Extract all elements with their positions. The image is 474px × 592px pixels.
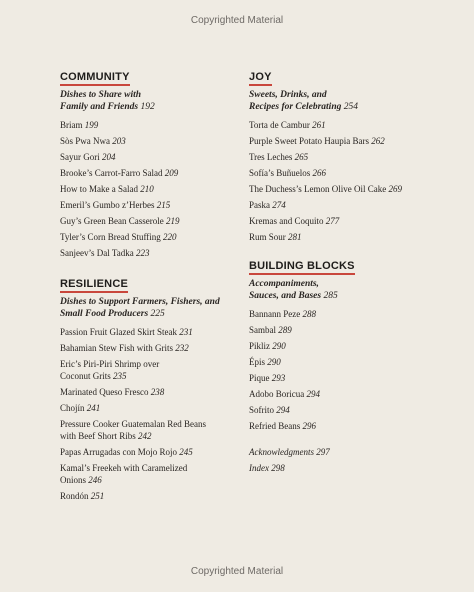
entry-title: Tres Leches	[249, 152, 293, 162]
toc-entry	[249, 462, 449, 474]
entry-page-number: 210	[140, 184, 154, 194]
entry-title: Passion Fruit Glazed Skirt Steak	[60, 327, 177, 337]
entry-title: Emeril’s Gumbo z’Herbes	[60, 200, 155, 210]
entry-page-number: 266	[312, 168, 327, 178]
entry-title: Marinated Queso Fresco	[60, 387, 149, 397]
entry-page-number: 241	[86, 403, 101, 413]
entry-title: Chojín	[60, 403, 85, 413]
entry-page-number: 235	[113, 371, 127, 381]
section-subtitle	[249, 89, 449, 113]
entry-title-continued: with Beef Short Ribs	[60, 431, 136, 441]
toc-entry	[249, 388, 449, 400]
toc-entry	[60, 215, 260, 227]
entry-page-number: 297	[316, 447, 330, 457]
subtitle-line-1: Sweets, Drinks, and	[249, 90, 327, 100]
entry-title: Tyler’s Corn Bread Stuffing	[60, 232, 161, 242]
subtitle-page-number: 225	[150, 309, 165, 319]
toc-entry	[249, 231, 449, 243]
entry-page-number: 296	[302, 421, 316, 431]
entry-page-number: 209	[164, 168, 179, 178]
section-subtitle	[60, 89, 260, 113]
subtitle-page-number: 254	[343, 102, 358, 112]
entry-title: Rondón	[60, 491, 89, 501]
entry-page-number: 277	[325, 216, 340, 226]
entry-title: Bannann Peze	[249, 309, 301, 319]
entry-page-number: 262	[371, 136, 385, 146]
toc-entry	[60, 418, 260, 442]
back-matter-list	[249, 446, 449, 474]
toc-entry	[249, 404, 449, 416]
toc-entry	[60, 402, 260, 414]
entry-page-number: 290	[272, 341, 286, 351]
toc-entry	[60, 135, 260, 147]
entry-title: Pressure Cooker Guatemalan Red Beans	[60, 419, 206, 429]
subtitle-line-2: Sauces, and Bases	[249, 291, 322, 301]
entry-title: The Duchess’s Lemon Olive Oil Cake	[249, 184, 387, 194]
toc-entry	[60, 247, 260, 259]
entry-title: Torta de Cambur	[249, 120, 310, 130]
entry-page-number: 223	[135, 248, 150, 258]
subtitle-page-number: 192	[140, 102, 155, 112]
entry-page-number: 261	[312, 120, 326, 130]
section-title: JOY	[249, 71, 272, 86]
entry-title: Pikliz	[249, 341, 271, 351]
entry-title: Refried Beans	[249, 421, 301, 431]
section-subtitle	[249, 278, 449, 302]
toc-entry	[249, 215, 449, 227]
toc-entry	[249, 183, 449, 195]
toc-section-building-blocks	[249, 256, 449, 478]
recipe-list	[60, 119, 260, 259]
toc-entry	[60, 231, 260, 243]
entry-title: Guy’s Green Bean Casserole	[60, 216, 164, 226]
toc-entry	[249, 119, 449, 131]
entry-page-number: 290	[267, 357, 281, 367]
entry-page-number: 245	[179, 447, 193, 457]
entry-page-number: 215	[156, 200, 171, 210]
toc-entry	[249, 420, 449, 432]
entry-title-continued: Onions	[60, 475, 87, 485]
toc-entry	[249, 356, 449, 368]
entry-title: Kamal’s Freekeh with Caramelized	[60, 463, 188, 473]
entry-page-number: 265	[294, 152, 309, 162]
toc-entry	[60, 326, 260, 338]
entry-title: Sayur Gori	[60, 152, 100, 162]
entry-title: Purple Sweet Potato Haupia Bars	[249, 136, 369, 146]
entry-page-number: 246	[88, 475, 102, 485]
subtitle-line-1: Dishes to Support Farmers, Fishers, and	[60, 297, 220, 307]
toc-entry	[249, 372, 449, 384]
entry-title: Index	[249, 463, 269, 473]
entry-page-number: 298	[271, 463, 285, 473]
toc-section-joy	[249, 67, 449, 247]
entry-page-number: 251	[90, 491, 105, 501]
entry-page-number: 289	[278, 325, 292, 335]
copyright-notice-top: Copyrighted Material	[190, 15, 284, 26]
entry-page-number: 232	[175, 343, 189, 353]
toc-entry	[60, 119, 260, 131]
toc-entry	[249, 167, 449, 179]
toc-entry	[60, 462, 260, 486]
entry-title: Bahamian Stew Fish with Grits	[60, 343, 173, 353]
entry-page-number: 294	[276, 405, 290, 415]
recipe-list	[60, 326, 260, 502]
entry-page-number: 199	[84, 120, 99, 130]
toc-section-resilience	[60, 274, 260, 506]
entry-title: Sòs Pwa Nwa	[60, 136, 111, 146]
recipe-list	[249, 119, 449, 243]
entry-title-continued: Coconut Grits	[60, 371, 111, 381]
subtitle-line-2: Small Food Producers	[60, 309, 149, 319]
entry-page-number: 242	[138, 431, 152, 441]
entry-title: Adobo Boricua	[249, 389, 305, 399]
entry-title: Sambal	[249, 325, 276, 335]
toc-entry	[249, 308, 449, 320]
subtitle-line-1: Accompaniments,	[249, 279, 319, 289]
section-title: RESILIENCE	[60, 278, 128, 293]
section-title: BUILDING BLOCKS	[249, 260, 355, 275]
copyright-notice-bottom: Copyrighted Material	[190, 566, 284, 577]
toc-entry	[249, 135, 449, 147]
entry-title: Paska	[249, 200, 270, 210]
entry-title: Briam	[60, 120, 83, 130]
toc-entry	[60, 151, 260, 163]
toc-entry	[249, 324, 449, 336]
toc-entry	[249, 199, 449, 211]
entry-title: Papas Arrugadas con Mojo Rojo	[60, 447, 177, 457]
toc-entry	[60, 167, 260, 179]
entry-title: How to Make a Salad	[60, 184, 138, 194]
entry-page-number: 219	[165, 216, 180, 226]
toc-section-community	[60, 67, 260, 263]
toc-entry	[60, 490, 260, 502]
subtitle-line-1: Dishes to Share with	[60, 90, 142, 100]
subtitle-page-number: 285	[323, 291, 338, 301]
entry-page-number: 220	[163, 232, 177, 242]
toc-entry	[249, 446, 449, 458]
toc-entry	[60, 183, 260, 195]
entry-title: Pique	[249, 373, 270, 383]
subtitle-line-2: Recipes for Celebrating	[249, 102, 342, 112]
entry-title: Rum Sour	[249, 232, 286, 242]
toc-entry	[60, 199, 260, 211]
entry-page-number: 274	[272, 200, 286, 210]
section-title: COMMUNITY	[60, 71, 130, 86]
subtitle-line-2: Family and Friends	[60, 102, 139, 112]
entry-title: Brooke’s Carrot-Farro Salad	[60, 168, 163, 178]
entry-title: Sofrito	[249, 405, 275, 415]
toc-entry	[249, 340, 449, 352]
toc-entry	[249, 151, 449, 163]
entry-page-number: 231	[179, 327, 193, 337]
entry-page-number: 204	[102, 152, 116, 162]
entry-title: Sofía’s Buñuelos	[249, 168, 311, 178]
toc-entry	[60, 342, 260, 354]
entry-page-number: 293	[271, 373, 286, 383]
recipe-list	[249, 308, 449, 432]
entry-page-number: 203	[112, 136, 126, 146]
entry-title: Épis	[249, 357, 266, 367]
entry-title: Kremas and Coquito	[249, 216, 324, 226]
entry-page-number: 294	[306, 389, 320, 399]
entry-title: Eric’s Piri-Piri Shrimp over	[60, 359, 160, 369]
entry-page-number: 269	[388, 184, 402, 194]
entry-page-number: 281	[288, 232, 302, 242]
entry-page-number: 288	[302, 309, 316, 319]
section-subtitle	[60, 296, 260, 320]
toc-entry	[60, 386, 260, 398]
entry-title: Acknowledgments	[249, 447, 314, 457]
toc-entry	[60, 358, 260, 382]
entry-page-number: 238	[150, 387, 165, 397]
entry-title: Sanjeev’s Dal Tadka	[60, 248, 134, 258]
toc-entry	[60, 446, 260, 458]
